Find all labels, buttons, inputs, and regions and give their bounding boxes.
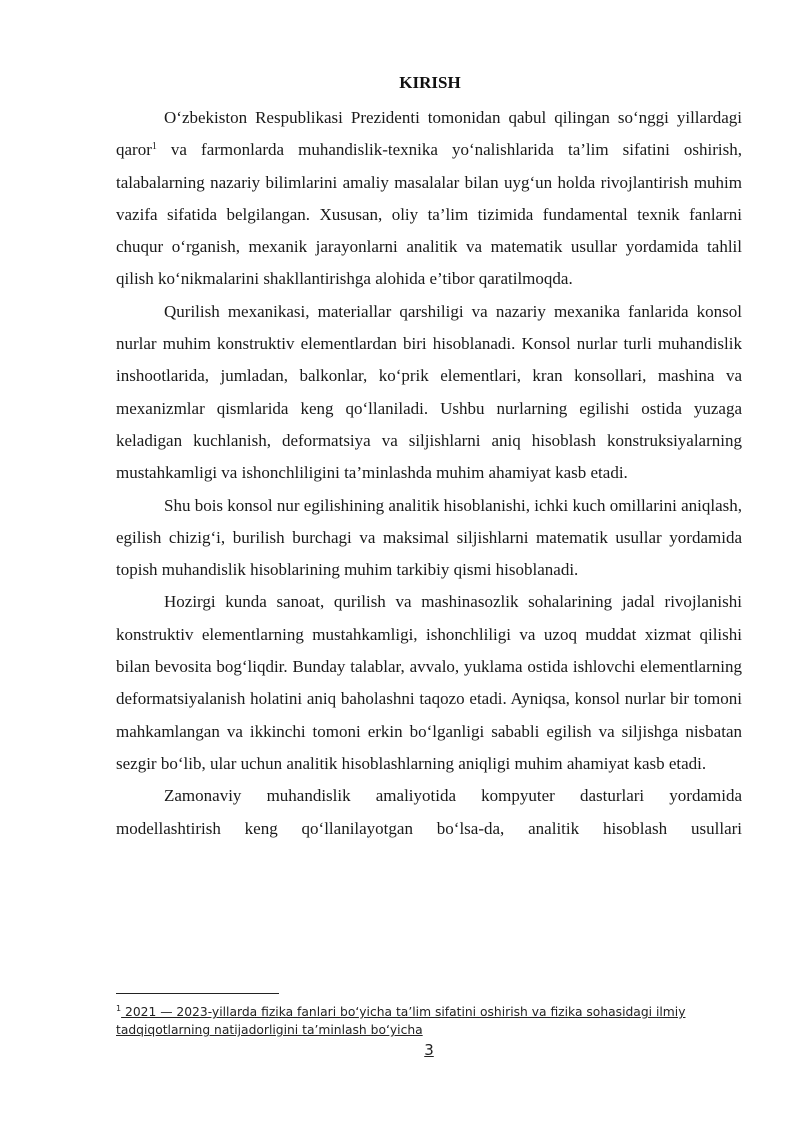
- footnote-text: 2021 — 2023-yillarda fizika fanlari bo‘yicha ta’lim sifatini oshirish va fizika sohasidagi ilmiy tadqiqotlarning natijadorligini ta’minlash bo‘yicha: [116, 1005, 686, 1037]
- paragraph-1: [116, 102, 742, 296]
- footnote: [116, 1003, 726, 1039]
- section-heading: KIRISH: [399, 73, 461, 92]
- footnote-separator: [116, 993, 279, 994]
- paragraph-1-text-end: va farmonlarda muhandislik-texnika yo‘nalishlarida ta’lim sifatini oshirish, talabalarning nazariy bilimlarini amaliy masalalar bilan uyg‘un holda rivojlantirish muhim vazifa sifatida belgilangan. Xususan, oliy ta’lim tizimida fundamental texnik fanlarni chuqur o‘rganish, mexanik jarayonlarni analitik va matematik usullar yordamida tahlil qilish ko‘nikmalarini shakllantirishga alohida e’tibor qaratilmoqda.: [116, 140, 742, 289]
- footnote-reference[interactable]: 1: [151, 141, 157, 153]
- paragraph-3: Shu bois konsol nur egilishining analitik hisoblanishi, ichki kuch omillarini aniqlash, egilish chizig‘i, burilish burchagi va maksimal siljishlarni matematik usullar yordamida topish muhandislik hisoblarining muhim tarkibiy qismi hisoblanadi.: [116, 495, 742, 580]
- body-text: [116, 102, 742, 845]
- paragraph-5: Zamonaviy muhandislik amaliyotida kompyuter dasturlari yordamida modellashtirish keng qo‘llanilayotgan bo‘lsa-da, analitik hisoblash usullari: [116, 786, 742, 838]
- paragraph-1-text-start: O‘zbekiston Respublikasi Prezidenti tomonidan qabul qilingan so‘nggi yillardagi qaror: [116, 108, 742, 160]
- footnote-marker: 1: [116, 1004, 122, 1013]
- paragraph-4: Hozirgi kunda sanoat, qurilish va mashinasozlik sohalarining jadal rivojlanishi konstruktiv elementlarning mustahkamligi, ishonchliligi va uzoq muddat xizmat qilishi bilan bevosita bog‘liqdir. Bunday talablar, avvalo, yuklama ostida ishlovchi elementlarning deformatsiyalanish holatini aniq baholashni taqozo etadi. Ayniqsa, konsol nurlar bir tomoni mahkamlangan va ikkinchi tomoni erkin bo‘lganligi sababli egilish va siljishga nisbatan sezgir bo‘lib, ular uchun analitik hisoblashlarning aniqligi muhim ahamiyat kasb etadi.: [116, 592, 742, 773]
- paragraph-2: Qurilish mexanikasi, materiallar qarshiligi va nazariy mexanika fanlarida konsol nurlar muhim konstruktiv elementlardan biri hisoblanadi. Konsol nurlar turli muhandislik inshootlarida, jumladan, balkonlar, ko‘prik elementlari, kran konsollari, mashina va mexanizmlar qismlarida keng qo‘llaniladi. Ushbu nurlarning egilishi ostida yuzaga keladigan kuchlanish, deformatsiya va siljishlarni aniq hisoblash konstruksiyalarning mustahkamligi va ishonchliligini ta’minlashda muhim ahamiyat kasb etadi.: [116, 301, 742, 483]
- page-number: 3: [424, 1041, 434, 1059]
